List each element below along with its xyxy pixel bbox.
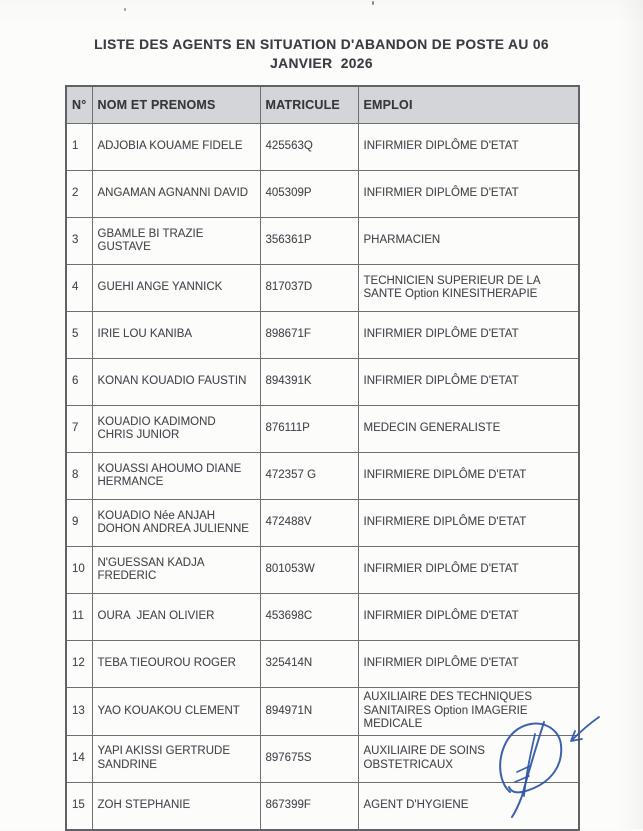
col-header-matricule: MATRICULE: [260, 86, 358, 124]
cell-name: KONAN KOUADIO FAUSTIN: [92, 359, 260, 406]
cell-emploi: INFIRMIER DIPLÔME D'ETAT: [358, 171, 579, 218]
cell-emploi: INFIRMIER DIPLÔME D'ETAT: [358, 594, 579, 641]
col-header-num: N°: [66, 86, 92, 124]
cell-num: 9: [66, 500, 92, 547]
signature-second-stroke: [524, 734, 535, 796]
cell-emploi: AUXILIAIRE DE SOINS OBSTETRICAUX: [358, 735, 579, 782]
cell-num: 4: [66, 265, 92, 312]
cell-emploi: AUXILIAIRE DES TECHNIQUES SANITAIRES Option IMAGERIE MEDICALE: [358, 688, 579, 736]
col-header-name: NOM ET PRENOMS: [92, 86, 260, 124]
cell-emploi: INFIRMIER DIPLÔME D'ETAT: [358, 124, 579, 171]
table-row: [66, 124, 579, 171]
title-line-2: JANVIER 2026: [270, 56, 373, 71]
table-header-row: [66, 86, 579, 124]
cell-num: 10: [66, 547, 92, 594]
cell-matricule: 356361P: [260, 218, 358, 265]
cell-name: ANGAMAN AGNANNI DAVID: [92, 171, 260, 218]
cell-num: 5: [66, 312, 92, 359]
scan-artifact-dot: [124, 8, 126, 11]
cell-emploi: INFIRMIERE DIPLÔME D'ETAT: [358, 500, 579, 547]
cell-matricule: 898671F: [260, 312, 358, 359]
cell-name: GUEHI ANGE YANNICK: [92, 265, 260, 312]
cell-emploi: INFIRMIER DIPLÔME D'ETAT: [358, 547, 579, 594]
cell-name: ZOH STEPHANIE: [92, 782, 260, 830]
cell-emploi: MEDECIN GENERALISTE: [358, 406, 579, 453]
table-row: [66, 547, 579, 594]
cell-name: YAO KOUAKOU CLEMENT: [92, 688, 260, 736]
cell-name: IRIE LOU KANIBA: [92, 312, 260, 359]
cell-emploi: AGENT D'HYGIENE: [358, 782, 579, 830]
cell-matricule: 325414N: [260, 641, 358, 688]
pen-arrow-mark: [571, 717, 599, 741]
table-row: [66, 453, 579, 500]
cell-name: TEBA TIEOUROU ROGER: [92, 641, 260, 688]
cell-matricule: 425563Q: [260, 124, 358, 171]
table-row: [66, 218, 579, 265]
cell-matricule: 817037D: [260, 265, 358, 312]
cell-num: 7: [66, 406, 92, 453]
cell-num: 2: [66, 171, 92, 218]
cell-matricule: 897675S: [260, 735, 358, 782]
cell-matricule: 801053W: [260, 547, 358, 594]
cell-emploi: INFIRMIER DIPLÔME D'ETAT: [358, 641, 579, 688]
title-line-1: LISTE DES AGENTS EN SITUATION D'ABANDON DE POSTE AU 06: [94, 37, 549, 52]
cell-emploi: INFIRMIERE DIPLÔME D'ETAT: [358, 453, 579, 500]
cell-emploi: INFIRMIER DIPLÔME D'ETAT: [358, 312, 579, 359]
handwritten-signature: [462, 712, 612, 824]
cell-matricule: 894971N: [260, 688, 358, 736]
cell-emploi: PHARMACIEN: [358, 218, 579, 265]
cell-emploi: INFIRMIER DIPLÔME D'ETAT: [358, 359, 579, 406]
cell-name: GBAMLE BI TRAZIE GUSTAVE: [92, 218, 260, 265]
cell-name: ADJOBIA KOUAME FIDELE: [92, 124, 260, 171]
cell-name: KOUADIO Née ANJAH DOHON ANDREA JULIENNE: [92, 500, 260, 547]
cell-matricule: 472488V: [260, 500, 358, 547]
table-row: [66, 594, 579, 641]
cell-matricule: 453698C: [260, 594, 358, 641]
cell-matricule: 894391K: [260, 359, 358, 406]
table-row: [66, 312, 579, 359]
cell-name: YAPI AKISSI GERTRUDE SANDRINE: [92, 735, 260, 782]
cell-name: N'GUESSAN KADJA FREDERIC: [92, 547, 260, 594]
cell-name: KOUASSI AHOUMO DIANE HERMANCE: [92, 453, 260, 500]
cell-num: 11: [66, 594, 92, 641]
col-header-emploi: EMPLOI: [358, 86, 579, 124]
cell-num: 15: [66, 782, 92, 830]
cell-matricule: 472357 G: [260, 453, 358, 500]
cell-num: 13: [66, 688, 92, 736]
cell-name: KOUADIO KADIMOND CHRIS JUNIOR: [92, 406, 260, 453]
cell-num: 12: [66, 641, 92, 688]
cell-name: OURA JEAN OLIVIER: [92, 594, 260, 641]
cell-num: 6: [66, 359, 92, 406]
document-title: [0, 35, 643, 73]
cell-num: 8: [66, 453, 92, 500]
cell-emploi: TECHNICIEN SUPERIEUR DE LA SANTE Option KINESITHERAPIE: [358, 265, 579, 312]
table-row: [66, 641, 579, 688]
cell-num: 1: [66, 124, 92, 171]
table-row: [66, 406, 579, 453]
table-row: [66, 265, 579, 312]
cell-matricule: 876111P: [260, 406, 358, 453]
cell-num: 14: [66, 735, 92, 782]
cell-matricule: 405309P: [260, 171, 358, 218]
cell-matricule: 867399F: [260, 782, 358, 830]
table-row: [66, 500, 579, 547]
scan-artifact-dot: [372, 1, 374, 5]
cell-num: 3: [66, 218, 92, 265]
table-row: [66, 359, 579, 406]
table-row: [66, 171, 579, 218]
